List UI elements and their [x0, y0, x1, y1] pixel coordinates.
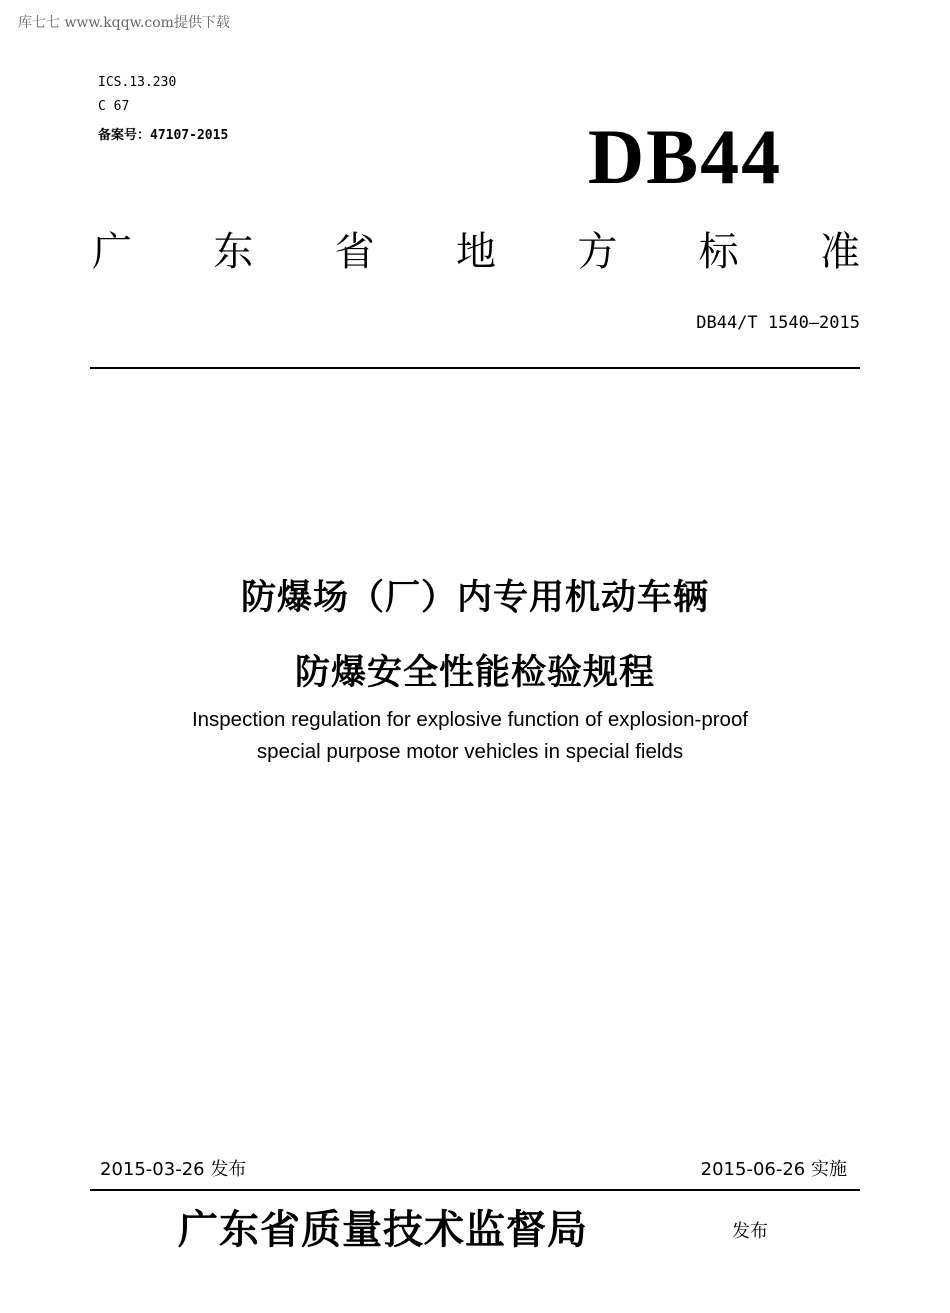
filing-number: 备案号：47107-2015 — [98, 128, 229, 143]
title-en-line1: Inspection regulation for explosive function of explosion-proof — [191, 708, 749, 731]
implement-date: 2015-06-26 实施 — [700, 1159, 847, 1180]
standard-type-char: 地 — [455, 229, 496, 275]
footer-divider — [90, 1189, 860, 1191]
ics-code: ICS.13.230 — [98, 75, 177, 90]
ccs-code: C 67 — [98, 99, 130, 114]
title-en-line2: special purpose motor vehicles in special fields — [256, 740, 684, 763]
standard-type-char: 准 — [819, 229, 860, 275]
standard-type-char: 广 — [92, 229, 132, 275]
standard-type — [92, 220, 860, 277]
publish-date: 2015-03-26 发布 — [100, 1159, 247, 1180]
standard-number: DB44/T 1540—2015 — [696, 313, 860, 333]
issuer-suffix: 发布 — [732, 1221, 768, 1242]
title-zh-line1: 防爆场（厂）内专用机动车辆 — [240, 578, 709, 618]
issuer-name: 广东省质量技术监督局 — [178, 1206, 588, 1253]
standard-type-char: 方 — [577, 229, 618, 275]
standard-type-char: 标 — [698, 229, 739, 275]
header-divider — [90, 367, 860, 369]
standard-type-char: 省 — [334, 229, 375, 275]
watermark: 库七七 www.kqqw.com提供下载 — [18, 15, 230, 31]
title-zh-line2: 防爆安全性能检验规程 — [294, 653, 655, 693]
db-code: DB44 — [587, 113, 783, 200]
standard-type-char: 东 — [213, 229, 254, 275]
